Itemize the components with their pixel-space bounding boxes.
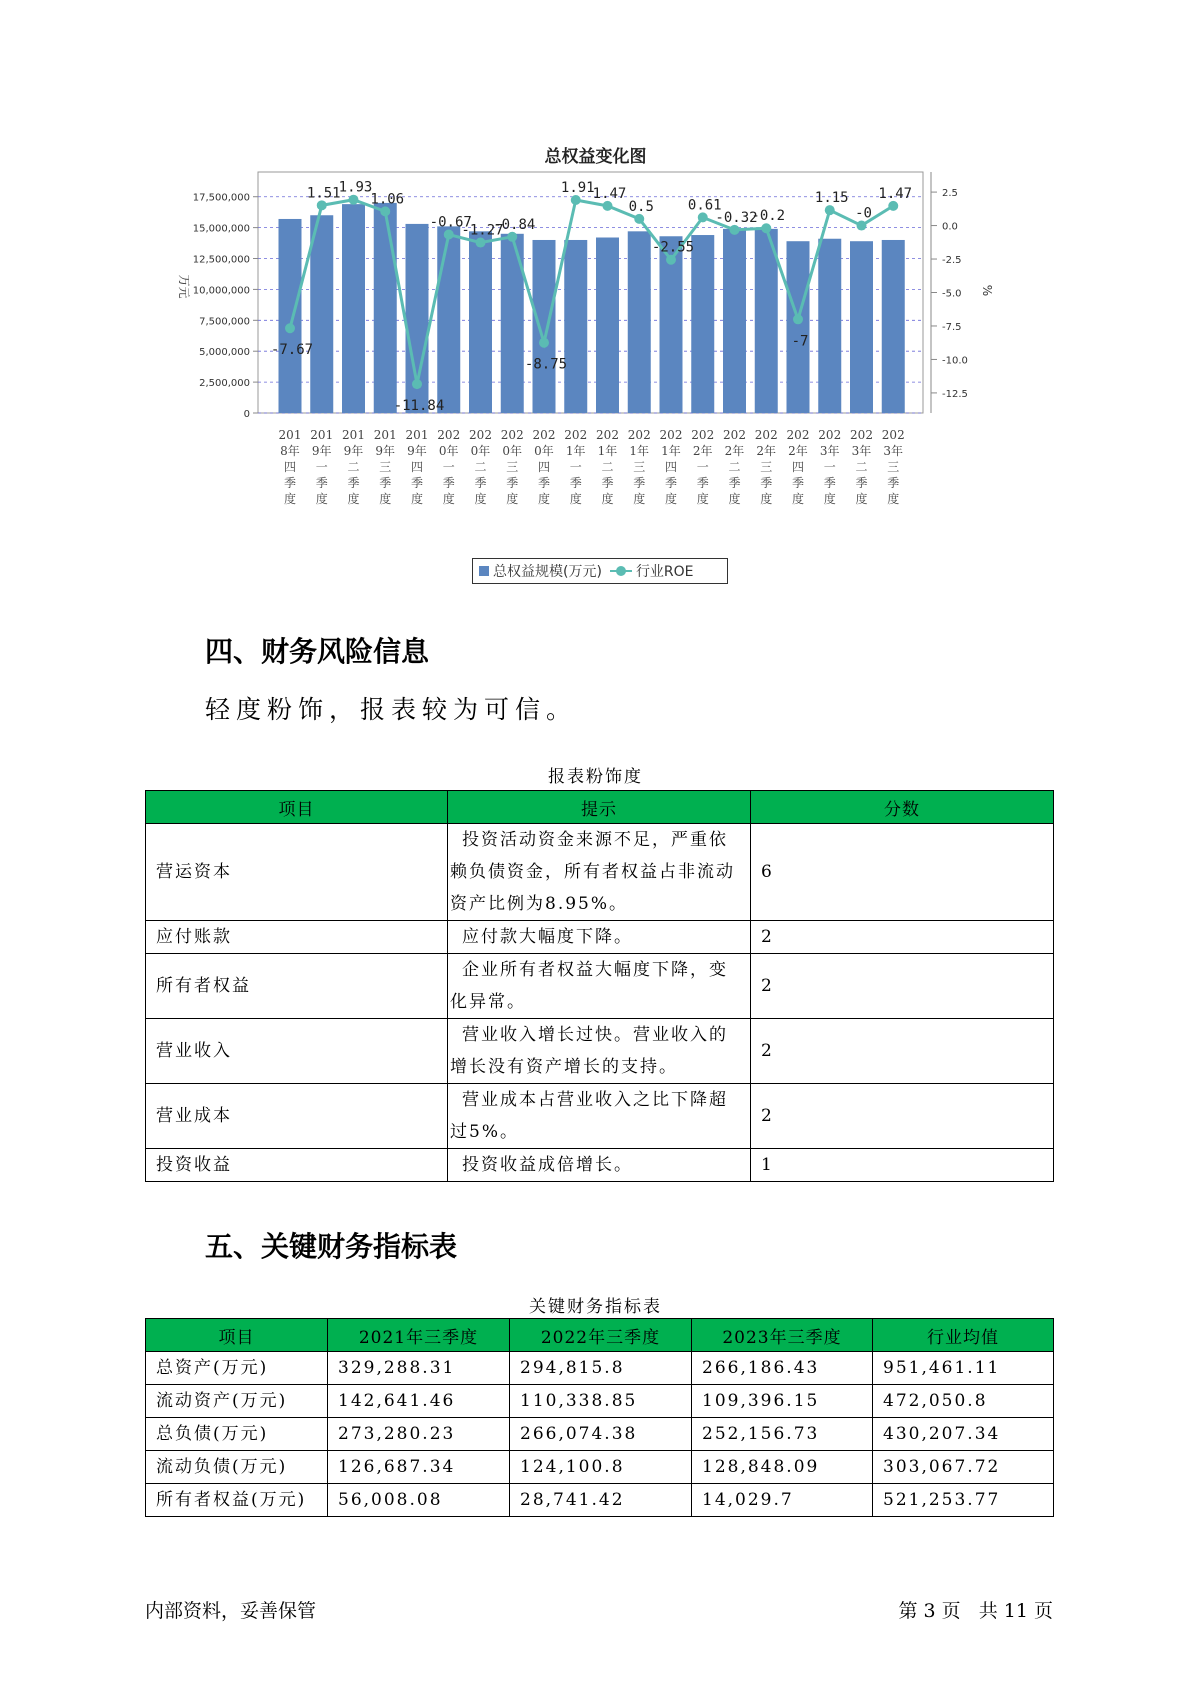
table2-caption: 关键财务指标表 [529, 1297, 662, 1317]
x-tick-label: 1年 [597, 444, 618, 458]
equity-bar [787, 241, 810, 413]
x-tick-label: 201 [310, 428, 334, 442]
x-tick-label: 四 [410, 460, 424, 474]
y-left-axis-label: 万元 [177, 274, 191, 299]
x-tick-label: 9年 [407, 444, 427, 458]
item-cell: 营运资本 [146, 824, 448, 921]
x-tick-label: 1年 [661, 444, 681, 458]
x-tick-label: 0年 [502, 444, 523, 458]
roe-point [698, 212, 708, 222]
x-tick-label: 季 [506, 476, 519, 490]
x-tick-label: 202 [500, 428, 524, 442]
roe-point [412, 379, 422, 389]
score-cell: 6 [751, 824, 1054, 921]
x-tick-label: 三 [379, 460, 392, 474]
x-tick-label: 度 [537, 492, 551, 506]
y-right-tick-label: -2.5 [942, 255, 962, 267]
x-tick-label: 季 [791, 476, 805, 490]
hint-cell: 企业所有者权益大幅度下降，变化异常。 [448, 954, 751, 1019]
x-tick-label: 度 [315, 492, 328, 506]
score-cell: 2 [751, 954, 1054, 1019]
hint-cell: 投资收益成倍增长。 [448, 1149, 751, 1182]
risk-table [145, 790, 1054, 1182]
roe-data-label: 1.06 [370, 191, 405, 208]
x-tick-label: 二 [347, 460, 360, 474]
value-cell: 56,008.08 [328, 1484, 510, 1517]
equity-bar [628, 231, 651, 413]
y-left-tick-label: 0 [243, 409, 250, 420]
roe-data-label: -0.2 [751, 208, 786, 225]
equity-bar [533, 240, 556, 413]
x-tick-label: 2年 [756, 444, 777, 458]
roe-point [761, 223, 771, 233]
item-cell: 应付账款 [146, 921, 448, 954]
roe-point [444, 230, 454, 240]
legend-item-equity [479, 561, 602, 581]
equity-bar [882, 240, 905, 413]
value-cell: 303,067.72 [873, 1451, 1054, 1484]
x-tick-label: 2年 [788, 444, 808, 458]
x-tick-label: 度 [569, 492, 582, 506]
x-tick-label: 202 [723, 428, 746, 442]
table-row [146, 1149, 1054, 1182]
x-tick-label: 201 [405, 428, 429, 442]
chart-title: 总权益变化图 [544, 147, 647, 167]
table-row [146, 1084, 1054, 1149]
x-tick-label: 度 [855, 492, 868, 506]
score-cell: 2 [751, 1019, 1054, 1084]
item-cell: 投资收益 [146, 1149, 448, 1182]
table-row [146, 1418, 1054, 1451]
x-tick-label: 0年 [534, 444, 554, 458]
value-cell: 110,338.85 [510, 1385, 692, 1418]
y-left-tick-label: 5,000,000 [199, 347, 250, 359]
roe-point [793, 314, 803, 324]
y-left-tick-label: 15,000,000 [192, 223, 250, 235]
y-right-tick-label: -5.0 [942, 288, 962, 300]
x-tick-label: 度 [728, 492, 741, 506]
equity-bar [310, 215, 333, 413]
x-tick-label: 二 [728, 460, 741, 474]
roe-point [825, 205, 835, 215]
roe-data-label: -1.27 [461, 222, 504, 239]
roe-data-label: -0.67 [429, 214, 472, 231]
x-tick-label: 一 [696, 460, 709, 474]
equity-bar [437, 226, 460, 413]
equity-chart [177, 168, 1030, 558]
value-cell: 430,207.34 [873, 1418, 1054, 1451]
footer-confidential: 内部资料，妥善保管 [145, 1600, 317, 1622]
value-cell: 14,029.7 [692, 1484, 873, 1517]
x-tick-label: 度 [347, 492, 360, 506]
roe-point [507, 232, 517, 242]
equity-bar [723, 229, 746, 413]
x-tick-label: 202 [659, 428, 683, 442]
roe-data-label: -0.32 [715, 209, 758, 226]
roe-data-label: 1.15 [814, 190, 849, 207]
item-cell: 营业收入 [146, 1019, 448, 1084]
chart-legend [472, 558, 728, 584]
x-tick-label: 四 [664, 460, 678, 474]
x-tick-label: 二 [855, 460, 868, 474]
x-tick-label: 度 [887, 492, 900, 506]
roe-data-label: 1.91 [560, 179, 595, 196]
x-tick-label: 季 [537, 476, 551, 490]
x-tick-label: 度 [791, 492, 805, 506]
x-tick-label: 季 [664, 476, 678, 490]
y-left-tick-label: 10,000,000 [192, 285, 250, 297]
value-cell: 128,848.09 [692, 1451, 873, 1484]
hint-cell: 投资活动资金来源不足，严重依赖负债资金，所有者权益占非流动资产比例为8.95%。 [448, 824, 751, 921]
value-cell: 294,815.8 [510, 1352, 692, 1385]
x-tick-label: 201 [342, 428, 365, 442]
value-cell: 252,156.73 [692, 1418, 873, 1451]
x-tick-label: 度 [506, 492, 519, 506]
x-tick-label: 3年 [883, 444, 904, 458]
table-row [146, 824, 1054, 921]
x-tick-label: 202 [564, 428, 588, 442]
x-tick-label: 度 [283, 492, 297, 506]
equity-bar [342, 204, 365, 413]
x-tick-label: 三 [506, 460, 519, 474]
score-cell: 1 [751, 1149, 1054, 1182]
x-tick-label: 一 [442, 460, 455, 474]
value-cell: 951,461.11 [873, 1352, 1054, 1385]
x-tick-label: 201 [278, 428, 302, 442]
x-tick-label: 2年 [724, 444, 745, 458]
x-tick-label: 0年 [438, 444, 459, 458]
roe-data-label: 1.47 [878, 185, 913, 202]
x-tick-label: 季 [569, 476, 582, 490]
x-tick-label: 度 [696, 492, 709, 506]
key-indicators-header [146, 1319, 1054, 1352]
roe-point [603, 201, 613, 211]
x-tick-label: 度 [379, 492, 392, 506]
table-header-cell: 行业均值 [873, 1319, 1054, 1352]
x-tick-label: 季 [442, 476, 455, 490]
x-tick-label: 202 [786, 428, 810, 442]
item-cell: 流动资产(万元) [146, 1385, 328, 1418]
table-row [146, 1352, 1054, 1385]
table-row [146, 954, 1054, 1019]
x-tick-label: 202 [437, 428, 461, 442]
footer-page-number: 第 3 页 共 11 页 [898, 1600, 1053, 1622]
x-tick-label: 度 [601, 492, 614, 506]
x-tick-label: 202 [532, 428, 556, 442]
key-indicators-body [146, 1352, 1054, 1517]
x-tick-label: 二 [474, 460, 487, 474]
y-left-tick-label: 12,500,000 [192, 254, 250, 266]
x-tick-label: 季 [760, 476, 773, 490]
legend-label-equity: 总权益规模(万元) [493, 564, 602, 580]
table-row [146, 1385, 1054, 1418]
item-cell: 所有者权益(万元) [146, 1484, 328, 1517]
roe-data-label: -7 [791, 333, 809, 350]
roe-point [730, 225, 740, 235]
legend-label-roe: 行业ROE [635, 564, 694, 580]
equity-bar [691, 235, 714, 413]
x-tick-label: 3年 [851, 444, 872, 458]
x-tick-label: 三 [633, 460, 646, 474]
roe-point [539, 338, 549, 348]
x-tick-label: 季 [823, 476, 836, 490]
table-row [146, 1451, 1054, 1484]
section4-summary: 轻度粉饰，报表较为可信。 [205, 695, 578, 724]
legend-bar-swatch [479, 566, 489, 576]
roe-data-label: -8.75 [524, 356, 568, 373]
value-cell: 124,100.8 [510, 1451, 692, 1484]
y-left-tick-label: 17,500,000 [192, 192, 250, 204]
score-cell: 2 [751, 1084, 1054, 1149]
equity-bar [850, 241, 873, 413]
x-tick-label: 8年 [280, 444, 300, 458]
x-tick-label: 四 [283, 460, 297, 474]
roe-data-label: -0.84 [493, 216, 536, 233]
value-cell: 329,288.31 [328, 1352, 510, 1385]
item-cell: 营业成本 [146, 1084, 448, 1149]
x-tick-label: 季 [601, 476, 614, 490]
roe-point [476, 238, 486, 248]
table-row [146, 921, 1054, 954]
x-tick-label: 202 [469, 428, 492, 442]
roe-data-label: -11.84 [393, 398, 445, 415]
x-tick-label: 一 [823, 460, 836, 474]
x-tick-label: 季 [696, 476, 709, 490]
value-cell: 28,741.42 [510, 1484, 692, 1517]
value-cell: 266,074.38 [510, 1418, 692, 1451]
score-cell: 2 [751, 921, 1054, 954]
value-cell: 266,186.43 [692, 1352, 873, 1385]
x-tick-label: 1年 [565, 444, 586, 458]
x-tick-label: 季 [315, 476, 328, 490]
x-tick-label: 三 [887, 460, 900, 474]
roe-data-label: -0 [855, 205, 872, 222]
legend-item-roe [610, 561, 694, 581]
x-tick-label: 一 [315, 460, 328, 474]
x-tick-label: 四 [537, 460, 551, 474]
roe-point [380, 206, 390, 216]
equity-bar [818, 239, 841, 413]
item-cell: 总资产(万元) [146, 1352, 328, 1385]
y-right-tick-label: -7.5 [942, 321, 962, 333]
risk-table-body [146, 824, 1054, 1182]
roe-data-label: 1.51 [306, 185, 341, 202]
x-tick-label: 202 [850, 428, 873, 442]
roe-data-label: 0.5 [628, 198, 654, 215]
section4-heading: 四、财务风险信息 [205, 635, 430, 668]
y-right-tick-label: -12.5 [942, 388, 968, 400]
x-tick-label: 202 [881, 428, 905, 442]
x-tick-label: 202 [754, 428, 778, 442]
item-cell: 总负债(万元) [146, 1418, 328, 1451]
risk-table-header [146, 791, 1054, 824]
x-tick-label: 度 [474, 492, 487, 506]
roe-point [857, 221, 867, 231]
roe-point [571, 195, 581, 205]
x-tick-label: 9年 [343, 444, 364, 458]
table-row [146, 1484, 1054, 1517]
roe-data-label: -2.55 [651, 239, 695, 256]
roe-data-label: 0.61 [687, 197, 722, 214]
value-cell: 521,253.77 [873, 1484, 1054, 1517]
x-tick-label: 9年 [311, 444, 332, 458]
x-tick-label: 3年 [819, 444, 840, 458]
x-tick-label: 季 [474, 476, 487, 490]
hint-cell: 应付款大幅度下降。 [448, 921, 751, 954]
hint-cell: 营业收入增长过快。营业收入的增长没有资产增长的支持。 [448, 1019, 751, 1084]
roe-point [349, 195, 359, 205]
x-tick-label: 度 [664, 492, 678, 506]
x-tick-label: 二 [601, 460, 614, 474]
x-tick-label: 季 [379, 476, 392, 490]
table-header-cell: 2022年三季度 [510, 1319, 692, 1352]
x-tick-label: 2年 [692, 444, 713, 458]
y-right-tick-label: -10.0 [942, 355, 968, 367]
section5-heading: 五、关键财务指标表 [205, 1230, 458, 1263]
x-tick-label: 度 [823, 492, 836, 506]
roe-data-label: 1.93 [338, 179, 373, 196]
item-cell: 流动负债(万元) [146, 1451, 328, 1484]
value-cell: 126,687.34 [328, 1451, 510, 1484]
table-row [146, 1019, 1054, 1084]
equity-bar [596, 238, 619, 413]
x-tick-label: 季 [728, 476, 741, 490]
equity-bar [279, 219, 302, 413]
hint-cell: 营业成本占营业收入之比下降超过5%。 [448, 1084, 751, 1149]
x-tick-label: 202 [627, 428, 651, 442]
table-header-cell: 提示 [448, 791, 751, 824]
value-cell: 472,050.8 [873, 1385, 1054, 1418]
key-indicators-table [145, 1318, 1054, 1517]
x-tick-label: 202 [596, 428, 619, 442]
roe-point [285, 323, 295, 333]
equity-bar [755, 229, 778, 413]
x-tick-label: 四 [791, 460, 805, 474]
value-cell: 142,641.46 [328, 1385, 510, 1418]
x-tick-label: 9年 [375, 444, 396, 458]
roe-point [634, 214, 644, 224]
table-header-cell: 2021年三季度 [328, 1319, 510, 1352]
x-tick-label: 一 [569, 460, 582, 474]
table1-caption: 报表粉饰度 [548, 767, 643, 787]
y-left-tick-label: 7,500,000 [199, 316, 250, 328]
legend-line-swatch [610, 566, 632, 576]
x-tick-label: 201 [373, 428, 397, 442]
roe-point [666, 255, 676, 265]
equity-bar [564, 240, 587, 413]
x-tick-label: 季 [633, 476, 646, 490]
x-tick-label: 季 [855, 476, 868, 490]
equity-bar [469, 231, 492, 413]
table-header-cell: 项目 [146, 1319, 328, 1352]
x-tick-label: 1年 [629, 444, 650, 458]
y-right-tick-label: 2.5 [942, 188, 958, 200]
roe-data-label: 1.47 [592, 185, 627, 202]
roe-data-label: -7.67 [270, 342, 314, 359]
x-tick-label: 季 [283, 476, 297, 490]
equity-bar [374, 203, 397, 413]
x-tick-label: 202 [818, 428, 842, 442]
table-header-cell: 项目 [146, 791, 448, 824]
x-tick-label: 度 [442, 492, 455, 506]
y-right-axis-label: % [980, 284, 994, 297]
x-tick-label: 0年 [470, 444, 491, 458]
table-header-cell: 2023年三季度 [692, 1319, 873, 1352]
y-right-tick-label: 0.0 [942, 221, 958, 233]
value-cell: 273,280.23 [328, 1418, 510, 1451]
x-tick-label: 三 [760, 460, 773, 474]
item-cell: 所有者权益 [146, 954, 448, 1019]
x-tick-label: 度 [760, 492, 773, 506]
x-tick-label: 度 [410, 492, 424, 506]
value-cell: 109,396.15 [692, 1385, 873, 1418]
table-header-cell: 分数 [751, 791, 1054, 824]
x-tick-label: 季 [347, 476, 360, 490]
x-tick-label: 季 [410, 476, 424, 490]
y-left-tick-label: 2,500,000 [199, 378, 250, 390]
x-tick-label: 度 [633, 492, 646, 506]
roe-point [888, 201, 898, 211]
roe-point [317, 200, 327, 210]
x-tick-label: 202 [691, 428, 715, 442]
x-tick-label: 季 [887, 476, 900, 490]
